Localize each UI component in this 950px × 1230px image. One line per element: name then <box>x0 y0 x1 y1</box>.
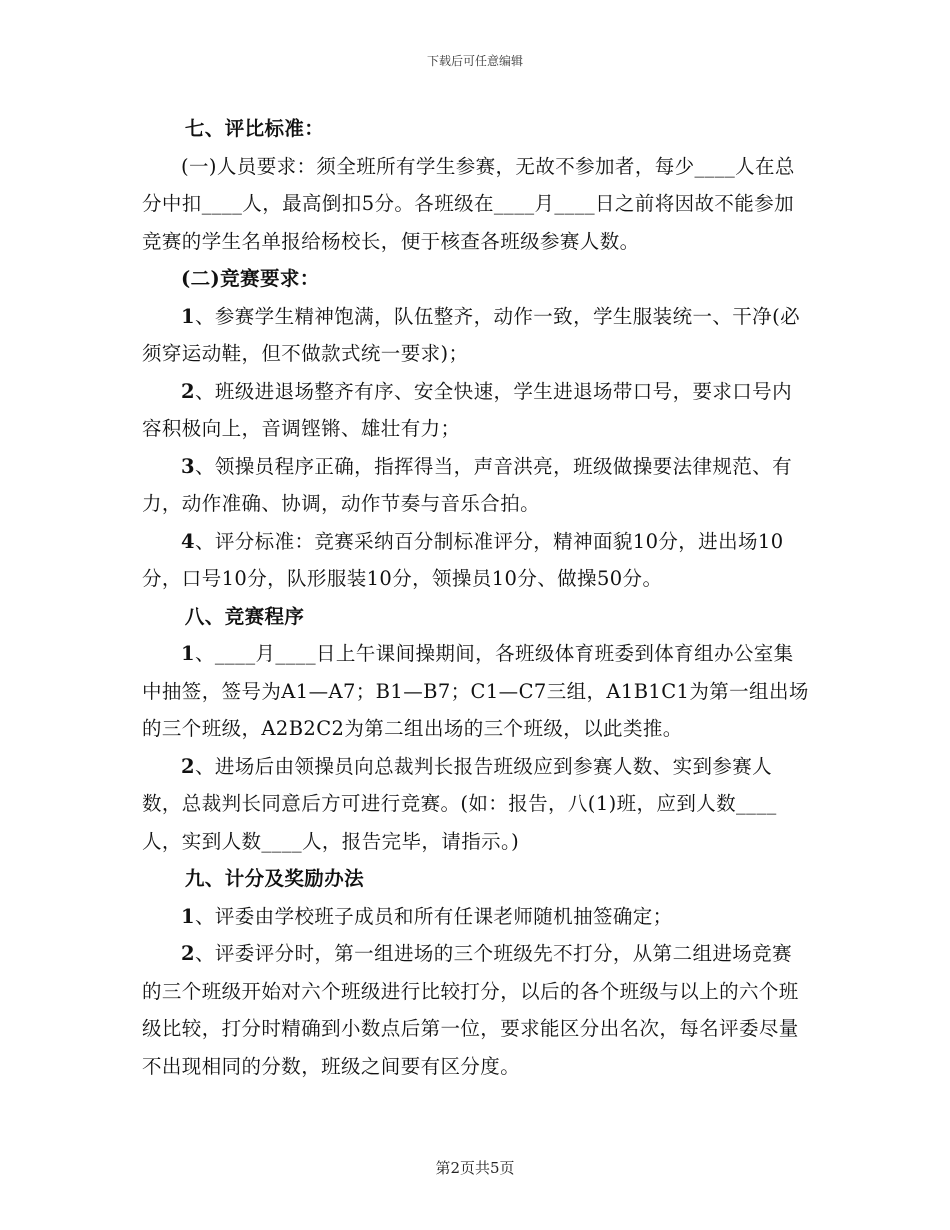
list-item-text: 、班级进退场整齐有序、安全快速，学生进退场带口号，要求口号内容积极向上，音调铿锵、雄壮有力； <box>142 379 792 440</box>
list-item-number: 1 <box>181 304 195 328</box>
list-item <box>142 748 810 861</box>
subheading <box>142 260 810 298</box>
page-footer: 第2页共5页 <box>435 1159 515 1177</box>
paragraph <box>142 148 810 261</box>
list-item <box>142 448 810 523</box>
list-item-number: 2 <box>181 379 195 403</box>
page-header: 下载后可任意编辑 <box>426 54 523 68</box>
section-heading: 八、竞赛程序 <box>184 604 305 628</box>
list-item-text: 、评委评分时，第一组进场的三个班级先不打分，从第二组进场竞赛的三个班级开始对六个班级进行比较打分，以后的各个班级与以上的六个班级比较，打分时精确到小数点后第一位，要求能区分出名次，每名评委尽量不出现相同的分数，班级之间要有区分度。 <box>142 942 799 1078</box>
list-item-number: 3 <box>181 454 195 478</box>
list-item-number: 1 <box>181 904 195 928</box>
list-item-text: 、进场后由领操员向总裁判长报告班级应到参赛人数、实到参赛人数，总裁判长同意后方可进行竞赛。(如：报告，八(1)班，应到人数____人，实到人数____人，报告完毕，请指示。) <box>142 754 777 853</box>
paragraph-text: (一)人员要求：须全班所有学生参赛，无故不参加者，每少____人在总分中扣____人，最高倒扣5分。各班级在____月____日之前将因故不能参加竞赛的学生名单报给杨校长，便于核查各班级参赛人数。 <box>142 154 795 253</box>
list-item-text: 、参赛学生精神饱满，队伍整齐，动作一致，学生服装统一、干净(必须穿运动鞋，但不做款式统一要求)； <box>142 304 800 365</box>
list-item-text: 、评委由学校班子成员和所有任课老师随机抽签确定； <box>194 904 673 928</box>
document-body <box>142 110 810 1085</box>
section-heading: 九、计分及奖励办法 <box>184 867 364 890</box>
list-item-text: 、____月____日上午课间操期间，各班级体育班委到体育组办公室集中抽签，签号为A1—A7；B1—B7；C1—C7三组，A1B1C1为第一组出场的三个班级，A2B2C2为第二组出场的三个班级，以此类推。 <box>142 642 809 740</box>
list-item <box>142 298 810 373</box>
list-item-text: 、领操员程序正确，指挥得当，声音洪亮，班级做操要法律规范、有力，动作准确、协调，动作节奏与音乐合拍。 <box>142 454 792 515</box>
list-item <box>142 523 810 598</box>
list-item-number: 4 <box>181 529 195 553</box>
list-item-number: 2 <box>181 942 195 965</box>
list-item <box>142 935 810 1085</box>
subheading-text: (二)竞赛要求： <box>181 267 320 290</box>
section-heading: 七、评比标准： <box>184 117 325 140</box>
list-item-text: 、评分标准：竞赛采纳百分制标准评分，精神面貌10分，进出场10分，口号10分，队形服装10分，领操员10分、做操50分。 <box>142 529 784 590</box>
list-item <box>142 635 810 748</box>
list-item <box>142 373 810 448</box>
list-item <box>142 898 810 936</box>
list-item-number: 2 <box>181 754 195 778</box>
list-item-number: 1 <box>181 642 195 665</box>
